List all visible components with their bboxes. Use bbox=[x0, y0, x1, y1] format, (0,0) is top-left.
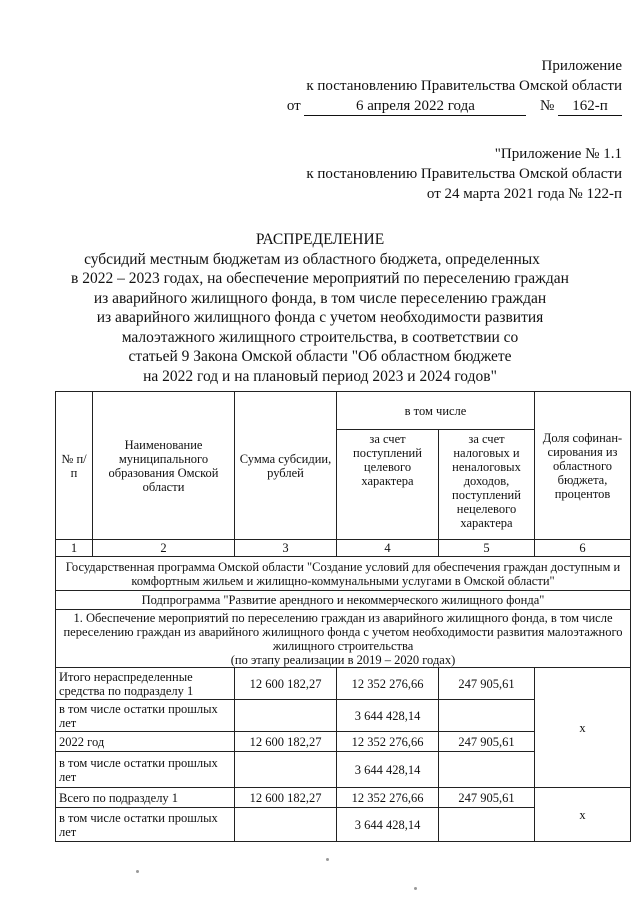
number-label: № bbox=[539, 98, 555, 114]
row-target: 3 644 428,14 bbox=[337, 700, 439, 732]
row-target: 3 644 428,14 bbox=[337, 752, 439, 788]
row-sum: 12 600 182,27 bbox=[235, 732, 337, 752]
decree-number: 162-п bbox=[558, 97, 622, 116]
subprogram-row bbox=[56, 591, 631, 610]
title-line: в 2022 – 2023 годах, на обеспечение мероприятий по переселению граждан bbox=[71, 270, 569, 287]
row-name: в том числе остатки прошлых лет bbox=[56, 808, 235, 842]
row-tax: 247 905,61 bbox=[439, 788, 535, 808]
row-tax bbox=[439, 808, 535, 842]
subprogram-title: Подпрограмма "Развитие арендного и некоммерческого жилищного фонда" bbox=[56, 591, 631, 610]
col-number: 2 bbox=[93, 540, 235, 557]
row-sum bbox=[235, 700, 337, 732]
row-name: Всего по подразделу 1 bbox=[56, 788, 235, 808]
col-number: 6 bbox=[535, 540, 631, 557]
row-sum: 12 600 182,27 bbox=[235, 788, 337, 808]
col-number: 3 bbox=[235, 540, 337, 557]
col-header-share: Доля софинан-сирования из областного бюджета, процентов bbox=[535, 392, 631, 540]
col-header-including: в том числе bbox=[337, 392, 535, 430]
col-number: 4 bbox=[337, 540, 439, 557]
row-name: в том числе остатки прошлых лет bbox=[56, 752, 235, 788]
share-cell: x bbox=[535, 788, 631, 842]
header-row bbox=[56, 392, 631, 430]
activity-stage: (по этапу реализации в 2019 – 2020 годах) bbox=[230, 652, 456, 667]
title-line: малоэтажного жилищного строительства, в соответствии со bbox=[121, 328, 519, 346]
activity-description: 1. Обеспечение мероприятий по переселению граждан из аварийного жилищного фонда, в том числе переселению граждан из аварийного жилищного фонда с учетом необходимости развития малоэтажного жилищного строительства bbox=[63, 610, 623, 653]
table-row bbox=[56, 668, 631, 700]
decree-date-line bbox=[287, 96, 622, 116]
original-appendix-header bbox=[306, 144, 622, 204]
row-target: 12 352 276,66 bbox=[337, 668, 439, 700]
scan-speck bbox=[414, 887, 417, 890]
row-name: Итого нераспределенные средства по подразделу 1 bbox=[56, 668, 235, 700]
approval-header bbox=[287, 56, 622, 116]
title-line: из аварийного жилищного фонда с учетом необходимости развития bbox=[96, 309, 544, 326]
title-line: на 2022 год и на плановый период 2023 и 2024 годов" bbox=[143, 367, 497, 385]
scan-speck bbox=[326, 858, 329, 861]
original-decree-reference: к постановлению Правительства Омской области bbox=[306, 166, 622, 182]
program-row bbox=[56, 557, 631, 591]
table-row bbox=[56, 788, 631, 808]
share-cell: x bbox=[535, 668, 631, 788]
activity-title bbox=[56, 610, 631, 668]
title-line: статьей 9 Закона Омской области "Об областном бюджете bbox=[128, 348, 512, 365]
title-line: из аварийного жилищного фонда, в том числе переселению граждан bbox=[93, 289, 547, 307]
appendix-label: Приложение bbox=[541, 58, 622, 74]
col-header-sum: Сумма субсидии, рублей bbox=[235, 392, 337, 540]
from-label: от bbox=[286, 98, 301, 114]
row-name: в том числе остатки прошлых лет bbox=[56, 700, 235, 732]
row-tax bbox=[439, 752, 535, 788]
scan-speck bbox=[136, 870, 139, 873]
row-sum bbox=[235, 752, 337, 788]
original-decree-date: от 24 марта 2021 года № 122-п bbox=[426, 186, 622, 202]
row-target: 12 352 276,66 bbox=[337, 788, 439, 808]
row-target: 12 352 276,66 bbox=[337, 732, 439, 752]
col-header-tax: за счет налоговых и неналоговых доходов, поступлений нецелевого характера bbox=[439, 430, 535, 540]
row-tax bbox=[439, 700, 535, 732]
column-numbers-row bbox=[56, 540, 631, 557]
row-target: 3 644 428,14 bbox=[337, 808, 439, 842]
col-number: 5 bbox=[439, 540, 535, 557]
row-tax: 247 905,61 bbox=[439, 668, 535, 700]
col-header-name: Наименование муниципального образования Омской области bbox=[93, 392, 235, 540]
col-header-num: № п/п bbox=[56, 392, 93, 540]
decree-reference: к постановлению Правительства Омской области bbox=[306, 78, 622, 94]
row-sum: 12 600 182,27 bbox=[235, 668, 337, 700]
activity-row bbox=[56, 610, 631, 668]
distribution-table bbox=[55, 391, 631, 842]
row-tax: 247 905,61 bbox=[439, 732, 535, 752]
col-header-target: за счет поступлений целевого характера bbox=[337, 430, 439, 540]
document-title bbox=[0, 230, 640, 386]
original-appendix-label: "Приложение № 1.1 bbox=[494, 146, 622, 162]
row-sum bbox=[235, 808, 337, 842]
program-title: Государственная программа Омской области "Создание условий для обеспечения граждан доступным и комфортным жильем и жилищно-коммунальными услугами в Омской области" bbox=[56, 557, 631, 591]
title-line: субсидий местным бюджетам из областного бюджета, определенных bbox=[84, 250, 540, 268]
col-number: 1 bbox=[56, 540, 93, 557]
row-name: 2022 год bbox=[56, 732, 235, 752]
decree-date: 6 апреля 2022 года bbox=[304, 97, 526, 116]
title-heading: РАСПРЕДЕЛЕНИЕ bbox=[255, 231, 385, 248]
